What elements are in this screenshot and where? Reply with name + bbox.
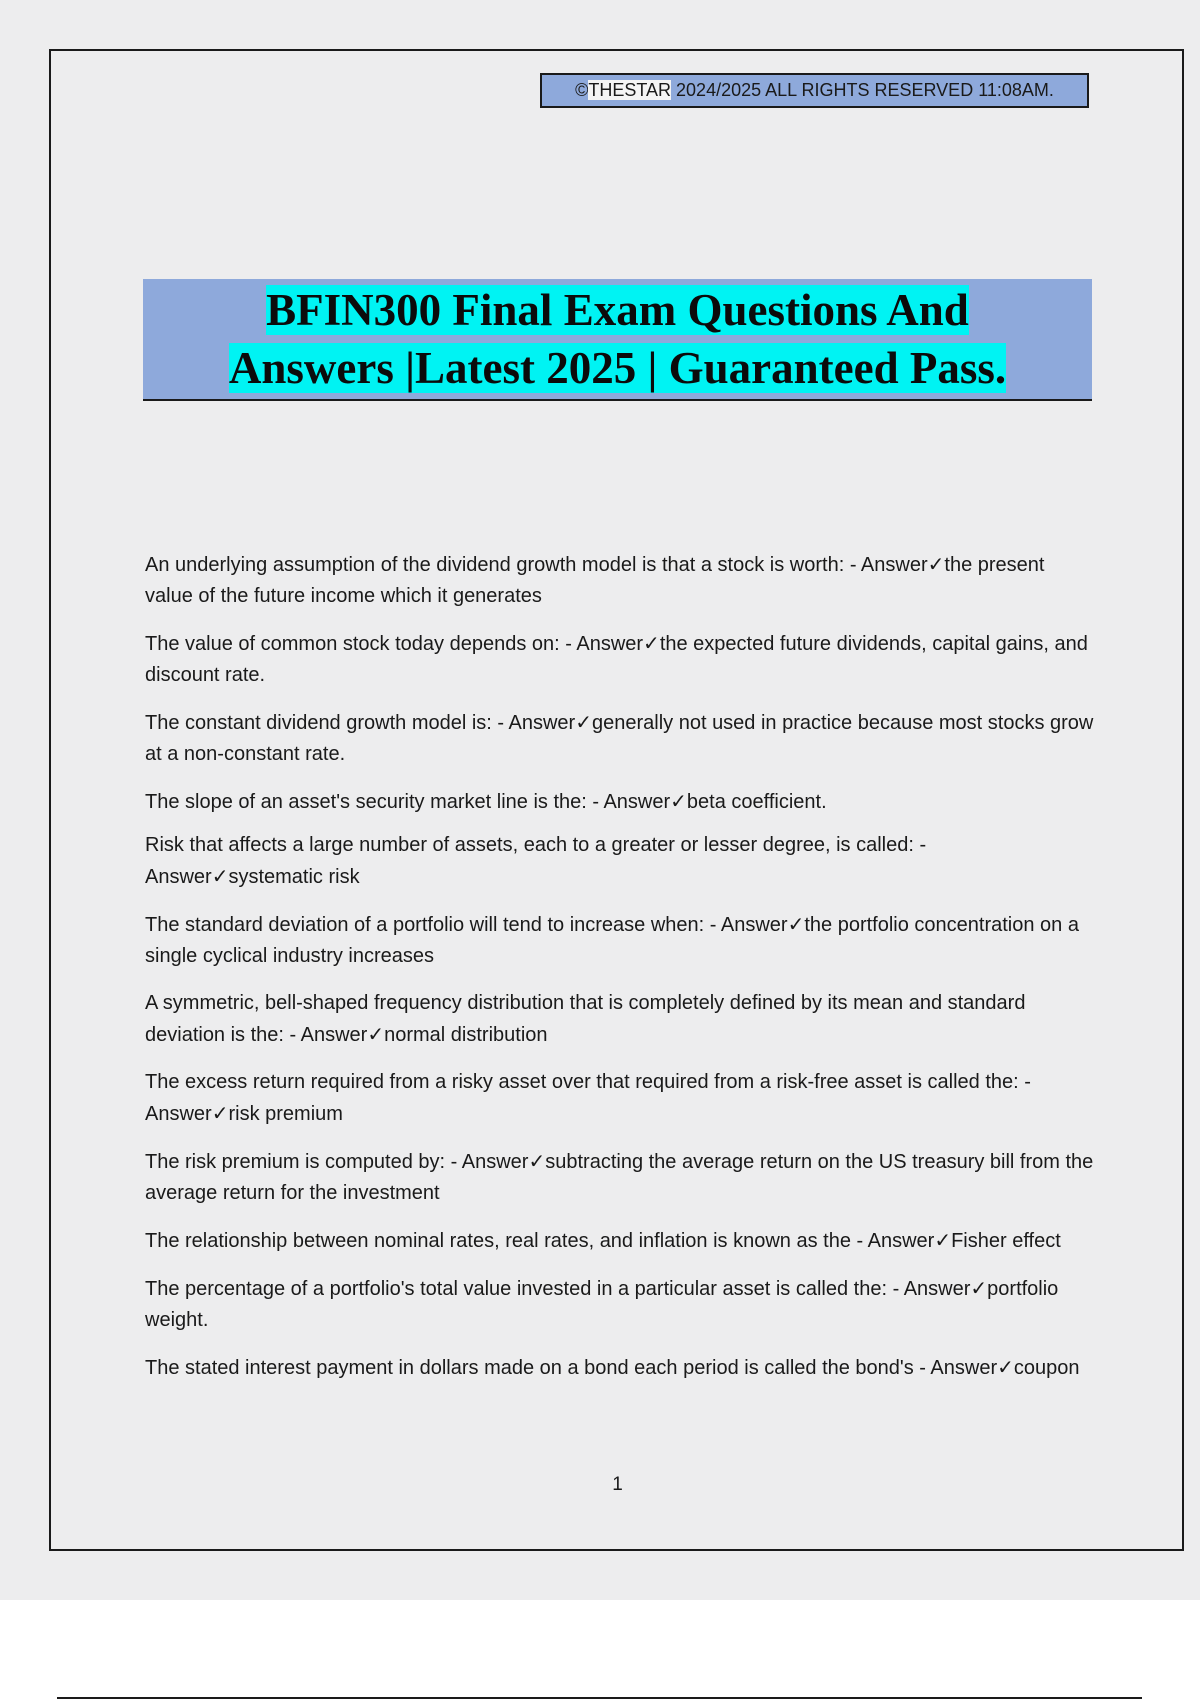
answer-text: coupon (1013, 1357, 1080, 1379)
answer-text: the expected future dividends, capital gains, and discount rate. (145, 633, 1088, 686)
qa-item (145, 1352, 1095, 1384)
checkmark-icon: ✓ (927, 552, 945, 576)
question-text: The percentage of a portfolio's total value invested in a particular asset is called the: - Answer (145, 1278, 971, 1300)
title-line-2: Answers |Latest 2025 | Guaranteed Pass. (228, 343, 1007, 393)
title-line-1: BFIN300 Final Exam Questions And (266, 285, 969, 335)
answer-text: systematic risk (228, 866, 360, 888)
checkmark-icon: ✓ (575, 710, 592, 734)
question-text: The constant dividend growth model is: - Answer (145, 712, 576, 734)
answer-text: normal distribution (384, 1024, 548, 1046)
qa-item (145, 1146, 1095, 1209)
qa-item (145, 909, 1095, 972)
question-text: Risk that affects a large number of assets, each to a greater or lesser degree, is called: - Answer (145, 834, 927, 888)
qa-item (145, 830, 1095, 893)
checkmark-icon: ✓ (787, 912, 805, 936)
checkmark-icon: ✓ (643, 631, 660, 655)
qa-item (145, 549, 1095, 612)
checkmark-icon: ✓ (367, 1022, 385, 1046)
qa-item (145, 988, 1095, 1051)
checkmark-icon: ✓ (997, 1355, 1014, 1379)
answer-text: the present value of the future income which it generates (145, 554, 1045, 607)
checkmark-icon: ✓ (528, 1149, 546, 1173)
copyright-text: 2024/2025 ALL RIGHTS RESERVED 11:08AM. (671, 80, 1054, 100)
checkmark-icon: ✓ (934, 1228, 952, 1252)
qa-item (145, 786, 1095, 818)
answer-text: subtracting the average return on the US treasury bill from the average return for the investment (145, 1151, 1094, 1204)
checkmark-icon: ✓ (211, 1101, 229, 1125)
page-title (229, 281, 1006, 397)
title-banner (143, 279, 1092, 401)
question-text: The value of common stock today depends on: - Answer (145, 633, 644, 655)
question-text: An underlying assumption of the dividend growth model is that a stock is worth: - Answer (145, 554, 928, 576)
answer-text: portfolio weight. (145, 1278, 1059, 1331)
question-text: The excess return required from a risky asset over that required from a risk-free asset is called the: - Answer (145, 1071, 1031, 1125)
answer-text: risk premium (228, 1103, 343, 1125)
question-text: The relationship between nominal rates, real rates, and inflation is known as the - Answer (145, 1230, 935, 1252)
question-text: The standard deviation of a portfolio will tend to increase when: - Answer (145, 914, 788, 936)
answer-text: beta coefficient. (686, 791, 827, 813)
next-page-rule (57, 1697, 1142, 1699)
checkmark-icon: ✓ (970, 1276, 988, 1300)
copyright-header (540, 73, 1089, 108)
question-text: A symmetric, bell-shaped frequency distribution that is completely defined by its mean and standard deviation is the: - Answer (145, 992, 1026, 1046)
answer-text: the portfolio concentration on a single cyclical industry increases (145, 914, 1079, 967)
checkmark-icon: ✓ (670, 789, 687, 813)
question-text: The slope of an asset's security market line is the: - Answer (145, 791, 671, 813)
checkmark-icon: ✓ (211, 864, 229, 888)
answer-text: Fisher effect (951, 1230, 1061, 1252)
page-number: 1 (612, 1474, 623, 1495)
qa-item (145, 1273, 1095, 1336)
question-text: The stated interest payment in dollars made on a bond each period is called the bond's - Answer (145, 1357, 998, 1379)
qa-item (145, 1067, 1095, 1130)
answer-text: generally not used in practice because most stocks grow at a non-constant rate. (145, 712, 1094, 765)
question-text: The risk premium is computed by: - Answer (145, 1151, 529, 1173)
qa-item (145, 628, 1095, 691)
copyright-symbol: © (575, 80, 589, 100)
copyright-brand: THESTAR (588, 80, 672, 100)
qa-item (145, 1225, 1095, 1257)
question-answer-list (145, 549, 1095, 1400)
qa-item (145, 707, 1095, 770)
